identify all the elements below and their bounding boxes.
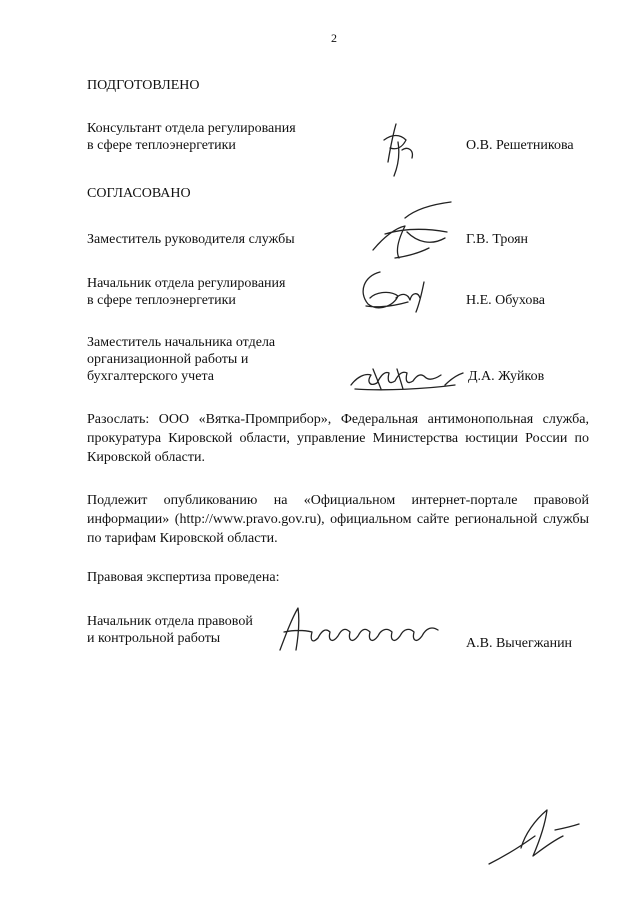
signature-troyan — [365, 198, 455, 268]
signature-obukhova — [350, 262, 440, 317]
distribution-paragraph: Разослать: ООО «Вятка-Промприбор», Федеральная антимонопольная служба, прокуратура Кировской области, управление Министерства юстиции России по Кировской области. — [87, 412, 589, 465]
legal-review-position-line-2: и контрольной работы — [87, 631, 221, 646]
signer-2-name: Н.Е. Обухова — [466, 293, 545, 308]
legal-review-position-line-1: Начальник отдела правовой — [87, 614, 253, 629]
signature-vychegzhanin — [276, 600, 446, 655]
publication-paragraph: Подлежит опубликованию на «Официальном интернет-портале правовой информации» (http://www.pravo.gov.ru), официальном сайте региональной службы по тарифам Кировской области. — [87, 493, 589, 546]
agreed-heading: СОГЛАСОВАНО — [87, 186, 191, 201]
signature-reshetnikova — [378, 120, 428, 180]
signer-2-position-line-1: Начальник отдела регулирования — [87, 276, 286, 291]
signer-3-name: Д.А. Жуйков — [468, 369, 545, 384]
legal-review-statement: Правовая экспертиза проведена: — [87, 570, 280, 585]
page-number: 2 — [331, 31, 337, 45]
prepared-name: О.В. Решетникова — [466, 138, 574, 153]
initials-mark — [485, 800, 585, 870]
prepared-heading: ПОДГОТОВЛЕНО — [87, 78, 200, 93]
signer-2-position-line-2: в сфере теплоэнергетики — [87, 293, 236, 308]
signer-3-position-line-2: организационной работы и — [87, 352, 249, 367]
legal-review-name: А.В. Вычегжанин — [466, 636, 573, 651]
prepared-position-line-1: Консультант отдела регулирования — [87, 121, 296, 136]
signer-3-position-line-3: бухгалтерского учета — [87, 369, 214, 384]
signature-zhuykov — [345, 355, 465, 395]
signer-1-name: Г.В. Троян — [466, 232, 529, 247]
signer-1-position: Заместитель руководителя службы — [87, 232, 295, 247]
signer-3-position-line-1: Заместитель начальника отдела — [87, 335, 276, 350]
prepared-position-line-2: в сфере теплоэнергетики — [87, 138, 236, 153]
